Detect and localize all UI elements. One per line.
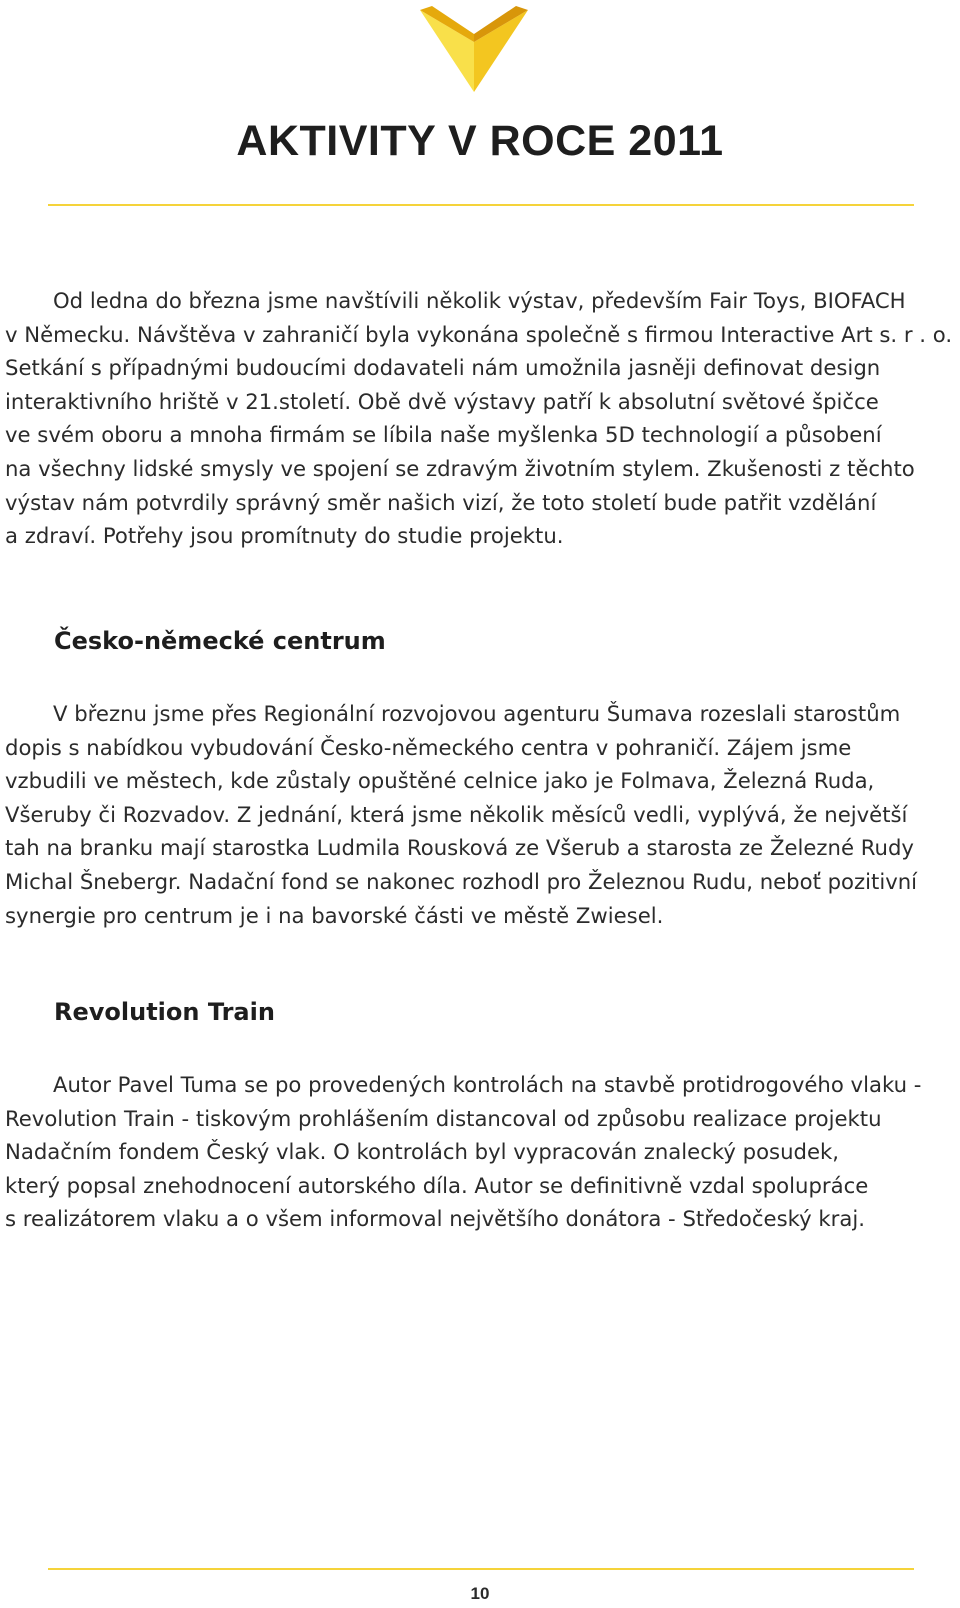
paragraph-line: Od ledna do března jsme navštívili několik výstav, především Fair Toys, BIOFACH	[53, 288, 906, 313]
paragraph-line: synergie pro centrum je i na bavorské části ve městě Zwiesel.	[5, 902, 664, 928]
revolution-train-paragraph	[5, 1068, 955, 1236]
paragraph-line: V březnu jsme přes Regionální rozvojovou agenturu Šumava rozeslali starostům	[53, 701, 901, 726]
centrum-paragraph	[5, 697, 955, 932]
paragraph-line: Setkání s případnými budoucími dodavateli nám umožnila jasněji definovat design	[5, 355, 881, 381]
paragraph-line: Nadačním fondem Český vlak. O kontrolách byl vypracován znalecký posudek,	[5, 1139, 840, 1165]
paragraph-line: tah na branku mají starostka Ludmila Rousková ze Všerub a starosta ze Železné Rudy	[5, 835, 914, 861]
paragraph-line: Všeruby či Rozvadov. Z jednání, která jsme několik měsíců vedli, vyplývá, že největší	[5, 801, 908, 827]
paragraph-line: s realizátorem vlaku a o všem informoval největšího donátora - Středočeský kraj.	[5, 1206, 865, 1232]
paragraph-line: vzbudili ve městech, kde zůstaly opuštěné celnice jako je Folmava, Železná Ruda,	[5, 768, 875, 794]
intro-paragraph	[5, 284, 955, 553]
section-heading-revolution-train: Revolution Train	[54, 998, 275, 1026]
paragraph-line: Revolution Train - tiskovým prohlášením distancoval od způsobu realizace projektu	[5, 1105, 882, 1131]
paragraph-line: který popsal znehodnocení autorského díla. Autor se definitivně vzdal spolupráce	[5, 1172, 869, 1198]
page-title: AKTIVITY V ROCE 2011	[236, 117, 724, 165]
chevron-logo-icon	[418, 4, 530, 94]
top-divider	[48, 204, 914, 206]
paragraph-line: a zdraví. Potřehy jsou promítnuty do studie projektu.	[5, 523, 564, 549]
paragraph-line: ve svém oboru a mnoha firmám se líbila naše myšlenka 5D technologií a působení	[5, 422, 882, 448]
paragraph-line: výstav nám potvrdily správný směr našich vizí, že toto století bude patřit vzdělání	[5, 489, 877, 515]
paragraph-line: Michal Šnebergr. Nadační fond se nakonec rozhodl pro Železnou Rudu, neboť pozitivní	[5, 868, 918, 894]
section-heading-centrum: Česko-německé centrum	[54, 627, 386, 655]
paragraph-line: dopis s nabídkou vybudování Česko-německého centra v pohraničí. Zájem jsme	[5, 734, 852, 760]
page-number: 10	[470, 1584, 490, 1603]
paragraph-line: Autor Pavel Tuma se po provedených kontrolách na stavbě protidrogového vlaku -	[53, 1072, 922, 1097]
bottom-divider	[48, 1568, 914, 1570]
paragraph-line: interaktivního hriště v 21.století. Obě dvě výstavy patří k absolutní světové špičce	[5, 388, 879, 414]
paragraph-line: v Německu. Návštěva v zahraničí byla vykonána společně s firmou Interactive Art s. r . o.	[5, 321, 953, 347]
paragraph-line: na všechny lidské smysly ve spojení se zdravým životním stylem. Zkušenosti z těchto	[5, 455, 915, 481]
